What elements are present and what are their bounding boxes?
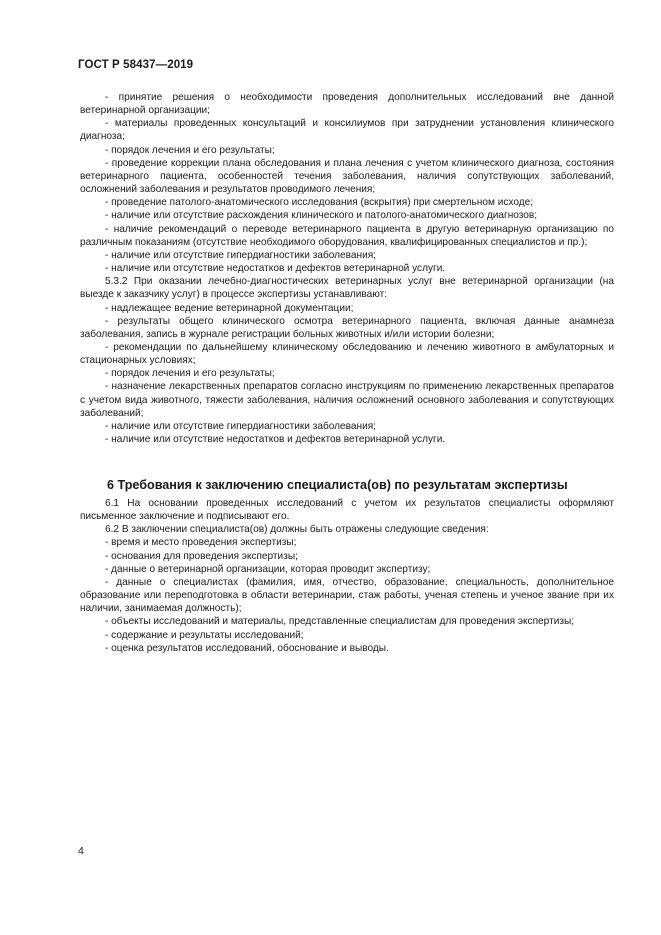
list-item: - принятие решения о необходимости проведения дополнительных исследований вне данной ветеринарной организации; — [80, 92, 614, 117]
section-6-heading: 6 Требования к заключению специалиста(ов) по результатам экспертизы — [107, 478, 568, 492]
list-item: - наличие или отсутствие недостатков и дефектов ветеринарной услуги. — [105, 263, 446, 275]
list-item: - наличие или отсутствие гипердиагностики заболевания; — [105, 249, 376, 261]
list-item: - данные о специалистах (фамилия, имя, отчество, образование, специальность, дополнительное образование или переподготовка в области ветеринарии, стаж работы, ученая степень и ученое звание при их наличии, занимаемая должность); — [80, 576, 614, 615]
list-item: - наличие или отсутствие гипердиагностики заболевания; — [105, 420, 376, 432]
clause-6-2: 6.2 В заключении специалиста(ов) должны быть отражены следующие сведения: — [105, 524, 489, 536]
clause-5-3-2: 5.3.2 При оказании лечебно-диагностических ветеринарных услуг вне ветеринарной организации (на выезде к заказчику услуг) в процессе экспертизы устанавливают: — [80, 276, 614, 301]
list-item: - время и место проведения экспертизы; — [105, 537, 297, 549]
list-item: - проведение коррекции плана обследования и плана лечения с учетом клинического диагноза, состояния ветеринарного пациента, особенностей течения заболевания, наличия сопутствующих заболеваний, осложнений заболевания и результатов проводимого лечения; — [80, 157, 614, 196]
list-item: - назначение лекарственных препаратов согласно инструкциям по применению лекарственных препаратов с учетом вида животного, тяжести заболевания, наличия осложнений основного заболевания и сопутствующих заболеваний; — [80, 381, 614, 419]
clause-6-1: 6.1 На основании проведенных исследований с учетом их результатов специалисты оформляют письменное заключение и подписывают его. — [80, 498, 614, 523]
continued-list-block — [80, 91, 614, 446]
section-6-body — [80, 497, 614, 655]
list-item: - материалы проведенных консультаций и консилиумов при затруднении установления клинического диагноза; — [80, 118, 614, 143]
list-item: - основания для проведения экспертизы; — [105, 550, 298, 562]
list-item: - проведение патолого-анатомического исследования (вскрытия) при смертельном исходе; — [105, 197, 534, 209]
list-item: - данные о ветеринарной организации, которая проводит экспертизу; — [105, 563, 431, 575]
list-item: - надлежащее ведение ветеринарной документации; — [105, 302, 354, 314]
list-item: - наличие или отсутствие недостатков и дефектов ветеринарной услуги. — [105, 434, 446, 446]
page-number: 4 — [78, 845, 84, 857]
list-item: - наличие рекомендаций о переводе ветеринарного пациента в другую ветеринарную организацию по различным показаниям (отсутствие необходимого оборудования, квалифицированных специалистов и пр.); — [80, 223, 614, 248]
list-item: - содержание и результаты исследований; — [105, 629, 304, 641]
list-item: - результаты общего клинического осмотра ветеринарного пациента, включая данные анамнеза заболевания, запись в журнале регистрации больных животных и/или истории болезни; — [80, 315, 614, 340]
list-item: - порядок лечения и его результаты; — [105, 368, 275, 380]
list-item: - объекты исследований и материалы, представленные специалистам для проведения экспертизы; — [105, 616, 575, 628]
list-item: - рекомендации по дальнейшему клиническому обследованию и лечению животного в амбулаторных и стационарных условиях; — [80, 341, 614, 367]
list-item: - наличие или отсутствие расхождения клинического и патолого-анатомического диагнозов; — [105, 210, 538, 222]
list-item: - порядок лечения и его результаты; — [105, 144, 275, 156]
list-item: - оценка результатов исследований, обоснование и выводы. — [105, 642, 389, 654]
document-header: ГОСТ Р 58437—2019 — [78, 59, 194, 71]
